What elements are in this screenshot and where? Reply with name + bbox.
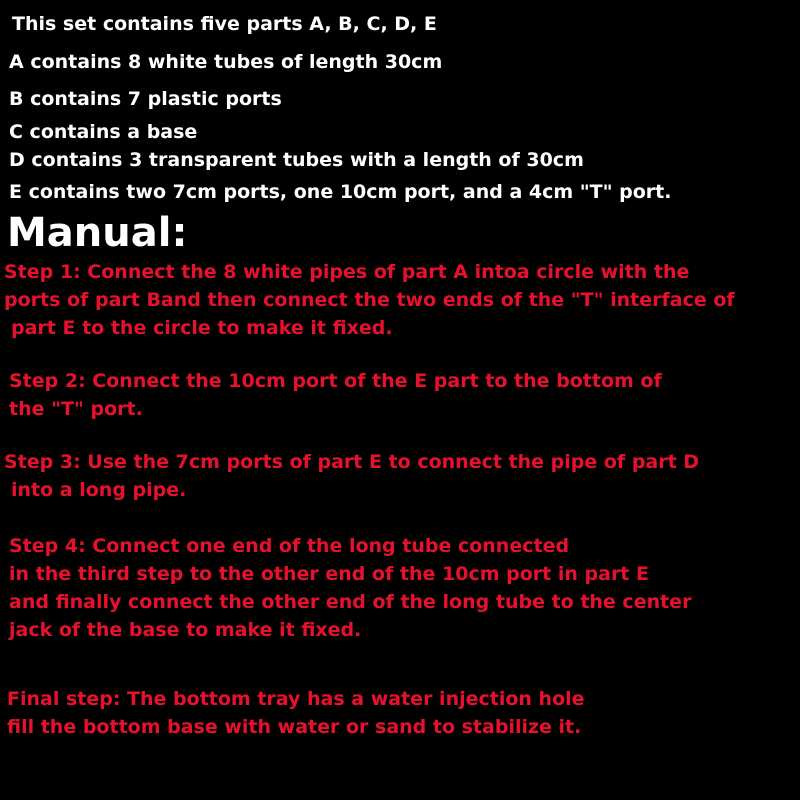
step1-line2: ports of part Band then connect the two ends of the "T" interface of xyxy=(4,289,735,311)
step4-line4: jack of the base to make it fixed. xyxy=(9,619,362,641)
part-a-description: A contains 8 white tubes of length 30cm xyxy=(9,51,443,73)
step3-line1: Step 3: Use the 7cm ports of part E to connect the pipe of part D xyxy=(4,451,700,473)
part-e-description: E contains two 7cm ports, one 10cm port, and a 4cm "T" port. xyxy=(9,181,672,203)
step1-line1: Step 1: Connect the 8 white pipes of part A intoa circle with the xyxy=(4,261,690,283)
step2-line2: the "T" port. xyxy=(9,398,143,420)
step4-line3: and finally connect the other end of the long tube to the center xyxy=(9,591,692,613)
step4-line1: Step 4: Connect one end of the long tube connected xyxy=(9,535,570,557)
part-d-description: D contains 3 transparent tubes with a length of 30cm xyxy=(9,149,584,171)
parts-intro: This set contains five parts A, B, C, D, E xyxy=(12,13,437,35)
step4-line2: in the third step to the other end of the 10cm port in part E xyxy=(9,563,649,585)
part-c-description: C contains a base xyxy=(9,121,198,143)
step2-line1: Step 2: Connect the 10cm port of the E part to the bottom of xyxy=(9,370,662,392)
part-b-description: B contains 7 plastic ports xyxy=(9,88,282,110)
manual-heading: Manual: xyxy=(7,210,188,256)
final-step-line1: Final step: The bottom tray has a water injection hole xyxy=(7,688,585,710)
step1-line3: part E to the circle to make it fixed. xyxy=(11,317,393,339)
final-step-line2: fill the bottom base with water or sand to stabilize it. xyxy=(7,716,582,738)
step3-line2: into a long pipe. xyxy=(11,479,187,501)
